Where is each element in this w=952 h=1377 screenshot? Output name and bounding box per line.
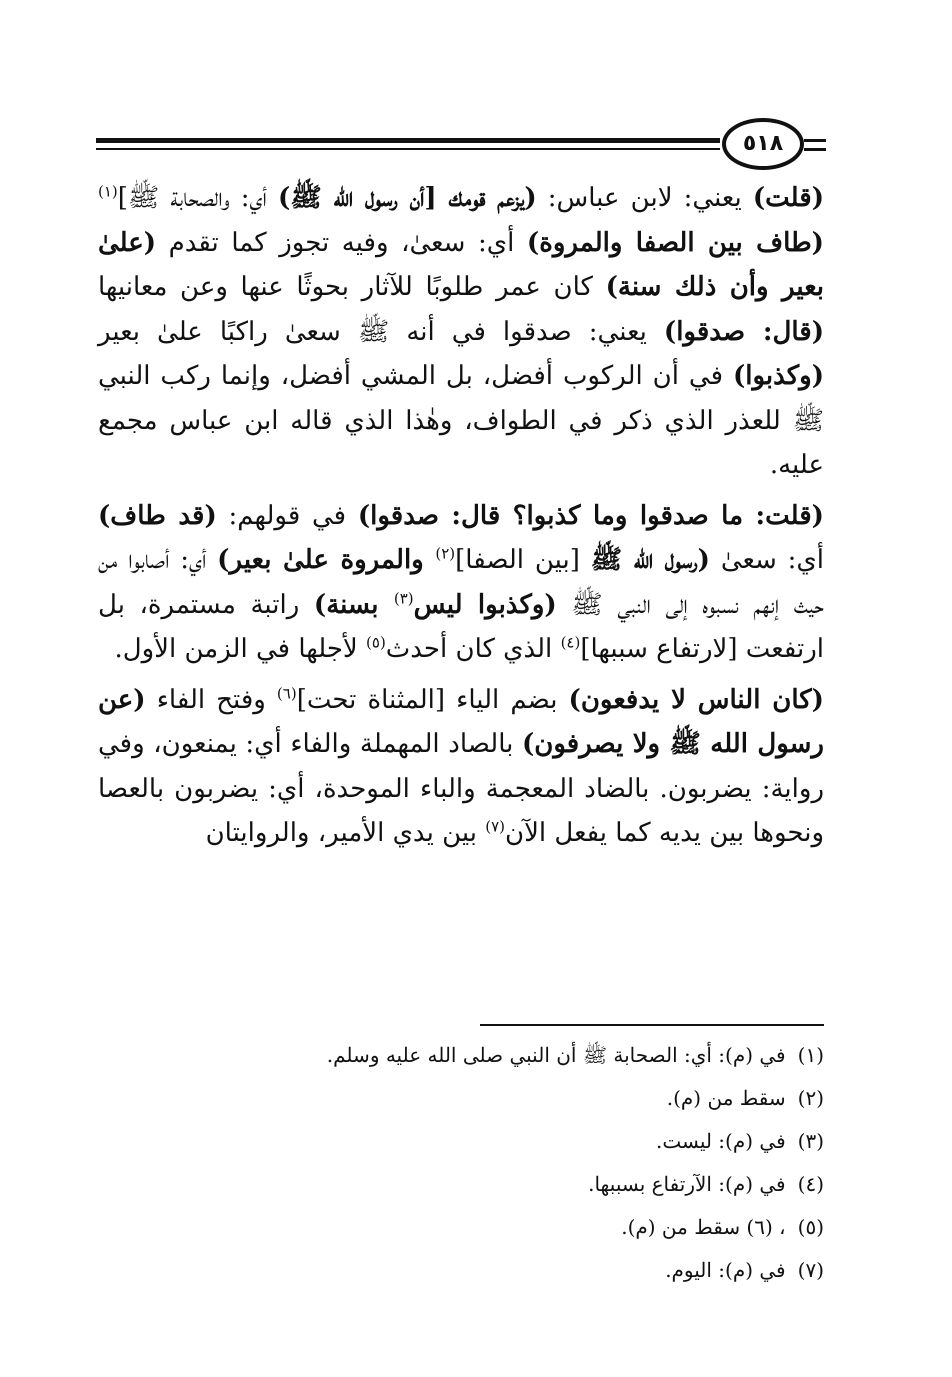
- text-span: كان عمر طلوبًا للآثار بحوثًا عنها وعن معانيها: [98, 272, 606, 302]
- text-span: (طاف بين الصفا والمروة): [526, 227, 824, 258]
- footnote-ref: (٣): [393, 588, 414, 607]
- footnote-text: سقط من (م).: [666, 1086, 786, 1110]
- footnote-ref: (٤): [560, 633, 581, 652]
- text-span: (قد طاف): [98, 500, 217, 531]
- footnote-number: (١): [797, 1043, 824, 1067]
- footnote-item: [300, 1120, 824, 1163]
- text-span: (عن رسول الله ﷺ ولا يصرفون): [98, 684, 824, 759]
- footnote-text: ، (٦) سقط من (م).: [621, 1215, 786, 1239]
- header-rule-stub: [804, 148, 826, 151]
- footnote-item: [300, 1249, 824, 1292]
- text-span: بالصاد المهملة والفاء أي: يمنعون، وفي رواية: يضربون. بالضاد المعجمة والباء الموحدة، أي: يضربون بالعصا ونحوها بين يديه كما يفعل الآن: [98, 729, 824, 848]
- text-span: بضم الياء [المثناة تحت]: [296, 684, 569, 715]
- paragraph-2: [98, 494, 824, 672]
- paragraph-3: [98, 678, 824, 856]
- text-span: لأجلها في الزمن الأول.: [114, 634, 367, 664]
- footnote-item: [300, 1206, 824, 1249]
- text-span: في قولهم:: [216, 500, 358, 531]
- footnote-item: [300, 1163, 824, 1206]
- text-span: (علىٰ بعير وأن ذلك سنة): [98, 227, 824, 302]
- footnote-item: [300, 1034, 824, 1077]
- text-span: (كان الناس لا يدفعون): [568, 684, 824, 715]
- footnotes: [300, 1034, 824, 1292]
- text-span: في أن الركوب أفضل، بل المشي أفضل، وإنما ركب النبي ﷺ للعذر الذي ذكر في الطواف، وهٰذا الذي قاله ابن عباس مجمع عليه.: [98, 361, 824, 480]
- text-span: (قلت): [752, 183, 824, 213]
- text-span: يعني: لابن عباس:: [536, 183, 753, 213]
- text-span: أي: والصحابة ﷺ]: [117, 183, 279, 213]
- main-text: [98, 176, 824, 862]
- footnote-text: في (م): اليوم.: [665, 1258, 786, 1282]
- page-number-badge: [722, 118, 804, 170]
- footnote-text: في (م): ليست.: [655, 1129, 786, 1153]
- header-rule-thick: [96, 138, 720, 143]
- text-span: الذي كان أحدث: [385, 634, 561, 664]
- page-number: ٥١٨: [742, 131, 784, 156]
- header-rule-stub: [804, 139, 826, 142]
- footnote-number: (٢): [797, 1086, 824, 1110]
- text-span: (وكذبوا ليس: [413, 589, 557, 620]
- text-span: [بين الصفا]: [455, 545, 591, 575]
- text-span: راتبة مستمرة، بل ارتفعت [لارتفاع سببها]: [98, 589, 824, 664]
- text-span: أي: أصابوا من حيث إنهم نسبوه إلى النبي ﷺ: [98, 545, 824, 620]
- text-span: وفتح الفاء: [145, 684, 277, 715]
- text-span: يعني: صدقوا في أنه ﷺ سعىٰ راكبًا علىٰ بعير: [98, 316, 664, 347]
- footnote-number: (٧): [797, 1258, 824, 1282]
- footnote-number: (٣): [797, 1129, 824, 1153]
- footnote-number: (٤): [797, 1172, 824, 1196]
- text-span: (قال: صدقوا): [663, 316, 824, 347]
- text-span: أي: سعىٰ، وفيه تجوز كما تقدم: [156, 227, 527, 258]
- footnote-ref: (٧): [485, 817, 505, 836]
- page-header: [96, 118, 826, 178]
- text-span: بسنة): [313, 589, 394, 620]
- footnote-ref: (١): [98, 182, 118, 201]
- footnote-text: في (م): أي: الصحابة ﷺ أن النبي صلى الله عليه وسلم.: [326, 1043, 786, 1067]
- text-span: والمروة علىٰ بعير): [217, 545, 436, 575]
- text-span: بين يدي الأمير، والروايتان: [205, 818, 486, 848]
- footnote-ref: (٦): [276, 683, 297, 702]
- text-span: (رسول الله ﷺ: [590, 545, 710, 575]
- text-span: (يزعم قومك [أن رسول الله ﷺ): [278, 183, 537, 213]
- text-span: (وكذبوا): [732, 361, 825, 391]
- footnote-ref: (٥): [366, 633, 386, 652]
- paragraph-1: [98, 176, 824, 488]
- footnote-item: [300, 1077, 824, 1120]
- footnote-number: (٥): [797, 1215, 824, 1239]
- text-span: (قلت: ما صدقوا وما كذبوا؟ قال: صدقوا): [357, 500, 824, 531]
- footnote-text: في (م): الآرتفاع بسببها.: [588, 1172, 786, 1196]
- footnote-separator: [480, 1024, 824, 1026]
- footnote-ref: (٢): [435, 544, 456, 563]
- text-span: أي: سعىٰ: [709, 545, 824, 575]
- header-rule-thin: [96, 148, 720, 150]
